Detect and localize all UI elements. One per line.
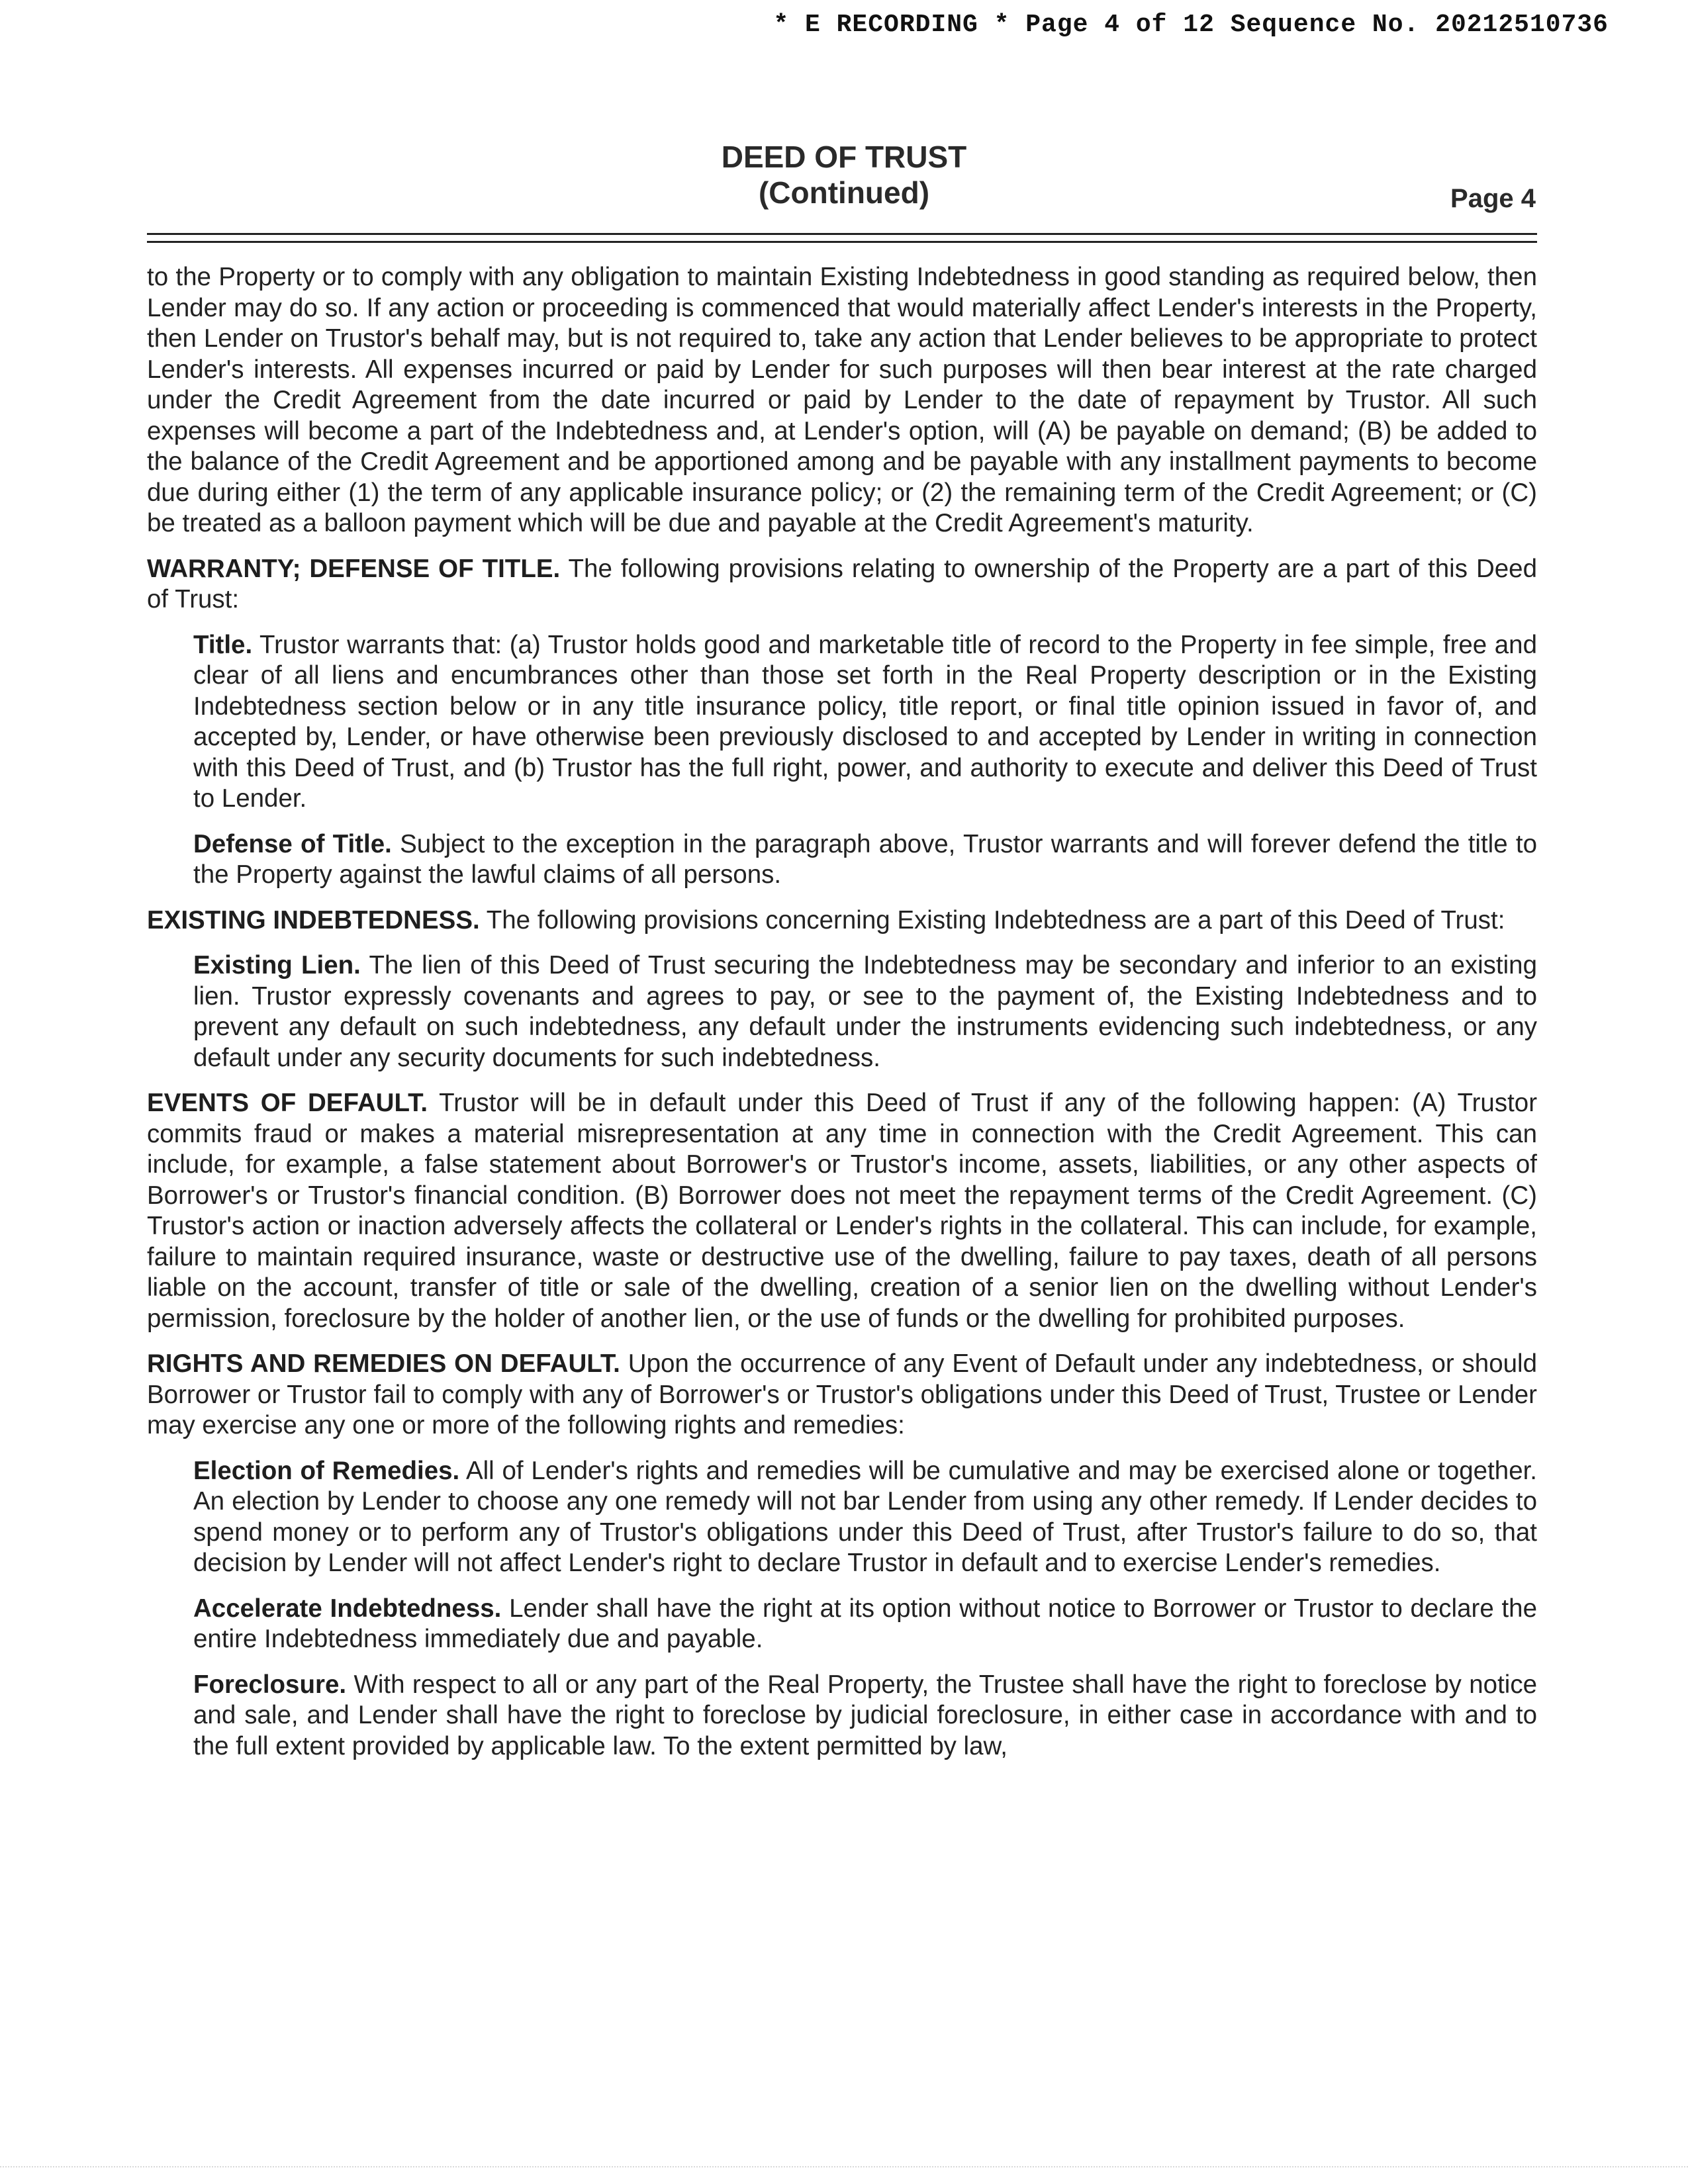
document-header: [0, 139, 1688, 210]
election-of-remedies-paragraph: [193, 1456, 1537, 1579]
section-heading: EVENTS OF DEFAULT.: [147, 1089, 428, 1117]
section-heading: RIGHTS AND REMEDIES ON DEFAULT.: [147, 1349, 620, 1378]
document-title: DEED OF TRUST: [721, 140, 967, 174]
header-rule-top: [147, 233, 1537, 235]
existing-lien-paragraph: [193, 950, 1537, 1073]
subsection-heading: Accelerate Indebtedness.: [193, 1594, 502, 1623]
section-heading: WARRANTY; DEFENSE OF TITLE.: [147, 554, 561, 583]
section-text: The following provisions concerning Existing Indebtedness are a part of this Deed of Trust:: [486, 905, 1505, 934]
foreclosure-paragraph: [193, 1670, 1537, 1762]
existing-indebtedness-section: [147, 905, 1537, 936]
intro-paragraph: to the Property or to comply with any obligation to maintain Existing Indebtedness in good standing as required below, then Lender may do so. If any action or proceeding is commenced that would materially affect Lender's interests in the Property, then Lender on Trustor's behalf may, but is not required to, take any action that Lender believes to be appropriate to protect Lender's interests. All expenses incurred or paid by Lender for such purposes will then bear interest at the rate charged under the Credit Agreement from the date incurred or paid by Lender to the date of repayment by Trustor. All such expenses will become a part of the Indebtedness and, at Lender's option, will (A) be payable on demand; (B) be added to the balance of the Credit Agreement and be apportioned among and be payable with any installment payments to become due during either (1) the term of any applicable insurance policy; or (2) the remaining term of the Credit Agreement; or (C) be treated as a balloon payment which will be due and payable at the Credit Agreement's maturity.: [147, 263, 1537, 537]
subsection-text: The lien of this Deed of Trust securing the Indebtedness may be secondary and inferior to an existing lien. Trustor expressly covenants and agrees to pay, or see to the payment of, the Existing Indebtedness and to prevent any default on such indebtedness, any default under the instruments evidencing such indebtedness, or any default under any security documents for such indebtedness.: [193, 951, 1537, 1072]
defense-of-title-paragraph: [193, 829, 1537, 891]
section-heading: EXISTING INDEBTEDNESS.: [147, 905, 480, 934]
subsection-text: All of Lender's rights and remedies will be cumulative and may be exercised alone or together. An election by Lender to choose any one remedy will not bar Lender from using any other remedy. If Lender decides to spend money or to perform any of Trustor's obligations under this Deed of Trust, after Trustor's failure to do so, that decision by Lender will not affect Lender's right to declare Trustor in default and to exercise Lender's remedies.: [193, 1456, 1538, 1577]
subsection-heading: Defense of Title.: [193, 829, 392, 858]
subsection-heading: Election of Remedies.: [193, 1456, 460, 1485]
recording-stamp: * E RECORDING * Page 4 of 12 Sequence No. 20212510736: [773, 11, 1609, 39]
title-paragraph: [193, 630, 1537, 815]
subsection-heading: Existing Lien.: [193, 951, 361, 979]
subsection-text: Subject to the exception in the paragraph above, Trustor warrants and will forever defend the title to the Property against the lawful claims of all persons.: [193, 829, 1537, 889]
events-of-default-section: [147, 1088, 1537, 1334]
subsection-heading: Title.: [193, 630, 253, 659]
subsection-text: With respect to all or any part of the Real Property, the Trustee shall have the right to foreclose by notice and sale, and Lender shall have the right to foreclose by judicial foreclosure, in either case in accordance with and to the full extent provided by applicable law. To the extent permitted by law,: [193, 1670, 1537, 1760]
page-number: Page 4: [1450, 184, 1536, 213]
header-rule-bottom: [147, 241, 1537, 243]
section-text: The following provisions relating to ownership of the Property are a part of this Deed of Trust:: [147, 554, 1537, 614]
subsection-text: Lender shall have the right at its option without notice to Borrower or Trustor to declare the entire Indebtedness immediately due and payable.: [193, 1594, 1537, 1653]
document-body: [147, 262, 1537, 1776]
document-subtitle: (Continued): [758, 175, 930, 210]
rights-and-remedies-section: [147, 1349, 1537, 1441]
section-text: Upon the occurrence of any Event of Default under any indebtedness, or should Borrower or Trustor fail to comply with any of Borrower's or Trustor's obligations under this Deed of Trust, Trustee or Lender may exercise any one or more of the following rights and remedies:: [147, 1349, 1537, 1439]
section-text: Trustor will be in default under this Deed of Trust if any of the following happen: (A) Trustor commits fraud or makes a material misrepresentation at any time in connection with the Credit Agreement. This can include, for example, a false statement about Borrower's or Trustor's income, assets, liabilities, or any other aspects of Borrower's or Trustor's financial condition. (B) Borrower does not meet the repayment terms of the Credit Agreement. (C) Trustor's action or inaction adversely affects the collateral or Lender's rights in the collateral. This can include, for example, failure to maintain required insurance, waste or destructive use of the dwelling, failure to pay taxes, death of all persons liable on the account, transfer of title or sale of the dwelling, creation of a senior lien on the dwelling without Lender's permission, foreclosure by the holder of another lien, or the use of funds or the dwelling for prohibited purposes.: [147, 1089, 1538, 1333]
accelerate-indebtedness-paragraph: [193, 1594, 1537, 1655]
warranty-section: [147, 554, 1537, 615]
subsection-heading: Foreclosure.: [193, 1670, 347, 1699]
subsection-text: Trustor warrants that: (a) Trustor holds good and marketable title of record to the Property in fee simple, free and clear of all liens and encumbrances other than those set forth in the Real Property description or in the Existing Indebtedness section below or in any title insurance policy, title report, or final title opinion issued in favor of, and accepted by, Lender, or have otherwise been previously disclosed to and accepted by Lender in writing in connection with this Deed of Trust, and (b) Trustor has the full right, power, and authority to execute and deliver this Deed of Trust to Lender.: [193, 630, 1537, 813]
scan-edge-artifact: [0, 2166, 1688, 2168]
